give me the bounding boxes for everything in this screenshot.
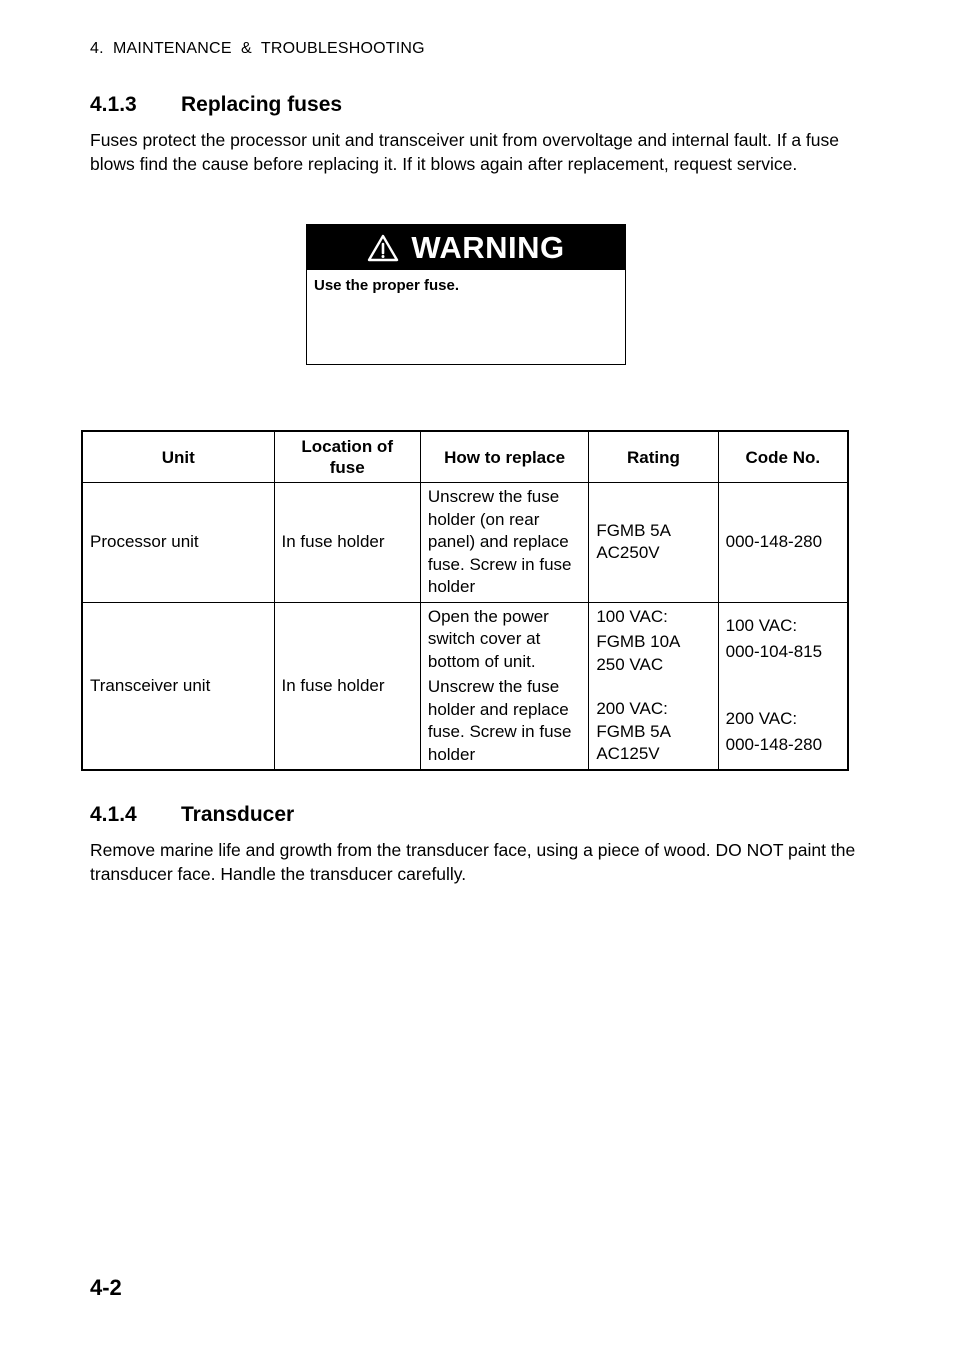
transducer-paragraph: Remove marine life and growth from the transducer face, using a piece of wood. DO NOT paint the transducer face. Handle the transducer carefully. <box>90 840 856 884</box>
warning-triangle-icon <box>367 234 399 262</box>
cell-line: 200 VAC: <box>596 699 668 719</box>
cell-line: 000-148-280 <box>725 734 823 754</box>
cell-how-to-replace <box>420 483 588 603</box>
table-row <box>82 602 848 770</box>
cell-line: panel) and replace <box>427 532 569 551</box>
cell-line: 100 VAC: <box>725 616 798 636</box>
cell-line: switch cover at <box>427 629 541 648</box>
cell-line: 200 VAC: <box>725 709 798 729</box>
cell-line: Open the power <box>427 606 549 626</box>
table-header-row <box>82 431 848 483</box>
cell-line: fuse. Screw in fuse <box>427 722 572 741</box>
cell-line: AC125V <box>596 744 660 764</box>
cell-how-to-replace <box>420 602 588 770</box>
warning-text: Use the proper fuse. <box>314 277 460 294</box>
cell-line: 250 VAC <box>596 654 664 674</box>
cell-line: AC250V <box>596 543 660 563</box>
section-heading-replacing-fuses <box>90 93 342 117</box>
cell-line: Unscrew the fuse <box>427 677 560 696</box>
table-row <box>82 483 848 603</box>
replacing-fuses-paragraph: Fuses protect the processor unit and transceiver unit from overvoltage and internal fault. If a fuse blows find the cause before replacing it. If it blows again after replacement, request service. <box>90 130 840 174</box>
cell-line: holder <box>427 744 476 764</box>
cell-code-no <box>718 602 848 770</box>
cell-line: FGMB 10A <box>596 632 681 652</box>
cell-line: Unscrew the fuse <box>427 487 560 506</box>
cell-line: FGMB 5A <box>596 721 671 741</box>
header-code-no: Code No. <box>718 431 848 483</box>
header-unit: Unit <box>82 431 274 483</box>
cell-line: fuse. Screw in fuse <box>427 554 572 574</box>
cell-line: holder <box>427 577 476 596</box>
section-number: 4.1.3 <box>90 93 137 116</box>
warning-header <box>307 225 625 270</box>
header-location-line1: Location of <box>301 437 393 456</box>
fuse-table <box>81 430 849 771</box>
cell-rating <box>589 602 718 770</box>
section-title: Transducer <box>181 803 295 826</box>
running-head: 4. MAINTENANCE & TROUBLESHOOTING <box>90 40 425 57</box>
cell-line: 000-104-815 <box>725 641 823 661</box>
cell-rating <box>589 483 718 603</box>
header-rating: Rating <box>589 431 718 483</box>
section-number: 4.1.4 <box>90 803 137 826</box>
section-title: Replacing fuses <box>181 93 343 116</box>
cell-line: bottom of unit. <box>427 651 536 671</box>
warning-title: WARNING <box>411 229 565 265</box>
page-number: 4-2 <box>90 1275 122 1300</box>
cell-line: holder (on rear <box>427 509 540 529</box>
cell-line: 100 VAC: <box>596 606 668 626</box>
cell-line: FGMB 5A <box>596 520 671 540</box>
cell-location: In fuse holder <box>274 483 420 603</box>
cell-line: holder and replace <box>427 699 569 719</box>
warning-box <box>306 224 626 365</box>
cell-code-no: 000-148-280 <box>718 483 848 603</box>
header-location-line2: fuse <box>329 458 365 477</box>
header-how-to-replace: How to replace <box>420 431 588 483</box>
section-heading-transducer <box>90 803 294 827</box>
cell-location: In fuse holder <box>274 602 420 770</box>
cell-unit: Processor unit <box>82 483 274 603</box>
header-location <box>274 431 420 483</box>
cell-unit: Transceiver unit <box>82 602 274 770</box>
